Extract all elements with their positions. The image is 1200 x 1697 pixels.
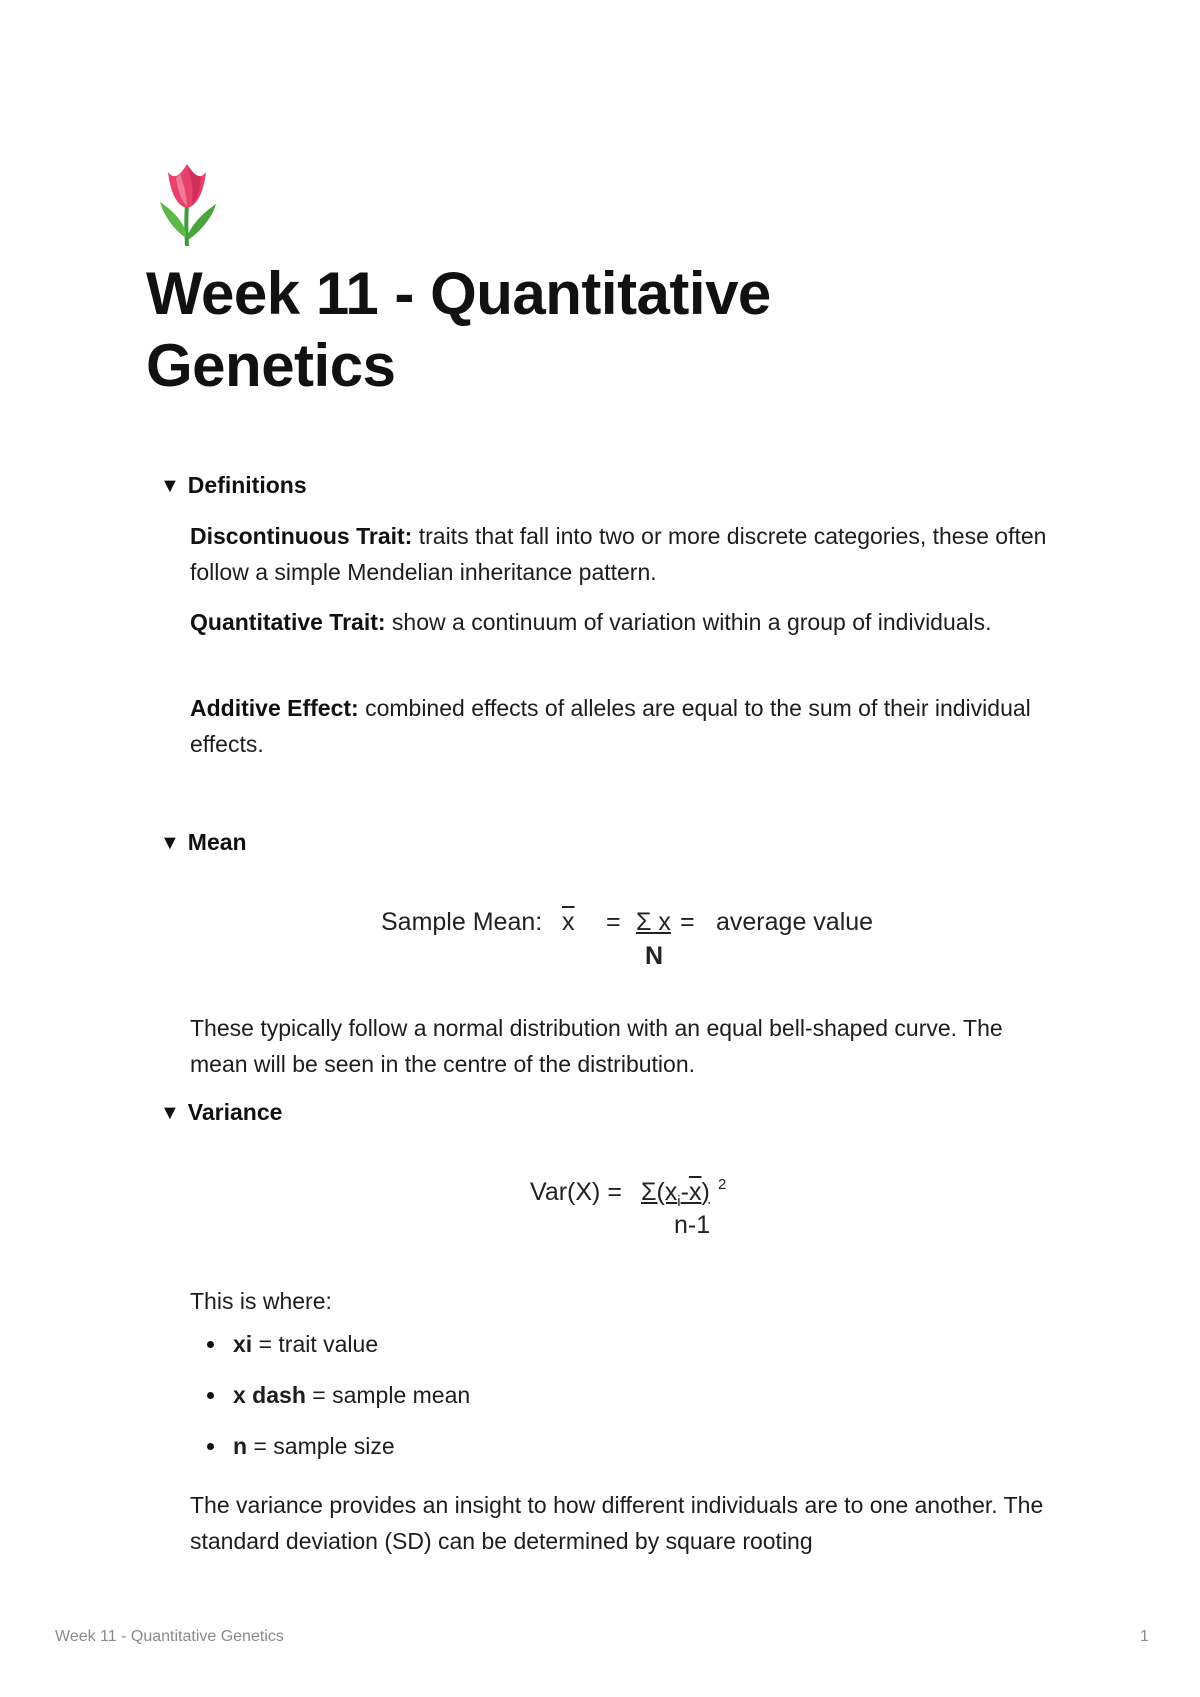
definition-quantitative bbox=[190, 604, 1050, 640]
definition-additive bbox=[190, 690, 1050, 762]
variance-definitions-list bbox=[205, 1328, 1005, 1481]
definition-text: show a continuum of variation within a group of individuals. bbox=[385, 609, 992, 635]
triangle-down-icon: ▼ bbox=[160, 831, 180, 854]
definition-term: Additive Effect: bbox=[190, 695, 359, 721]
bullet-icon bbox=[207, 1341, 214, 1348]
toggle-mean[interactable] bbox=[160, 829, 247, 856]
definition-discontinuous bbox=[190, 518, 1050, 590]
formula-xbar: $\overline{x}$ bbox=[562, 908, 575, 936]
mean-heading: Mean bbox=[187, 829, 247, 855]
bullet-icon bbox=[207, 1443, 214, 1450]
footer-title: Week 11 - Quantitative Genetics bbox=[55, 1628, 284, 1645]
variance-numerator: $\Sigma(x_i-x)$ bbox=[641, 1178, 710, 1210]
page-number: 1 bbox=[1140, 1628, 1149, 1645]
formula-result: average value bbox=[716, 908, 874, 936]
list-item: n = sample size bbox=[205, 1430, 1005, 1481]
formula-denominator: N bbox=[645, 942, 664, 970]
list-item: xi = trait value bbox=[205, 1328, 1005, 1379]
list-item: x dash = sample mean bbox=[205, 1379, 1005, 1430]
definition-term: Quantitative Trait: bbox=[190, 609, 386, 635]
formula-equals: = bbox=[606, 908, 621, 936]
definition-text: combined effects of alleles are equal to the sum of their individual effects. bbox=[190, 695, 1031, 757]
tulip-icon bbox=[150, 158, 224, 248]
page-title: Week 11 - Quantitative Genetics bbox=[146, 260, 771, 399]
variance-paragraph: The variance provides an insight to how different individuals are to one another. The standard deviation (SD) can be determined by square rooting bbox=[190, 1492, 1044, 1554]
definitions-heading: Definitions bbox=[187, 472, 307, 498]
mean-paragraph: These typically follow a normal distribution with an equal bell-shaped curve. The mean will be seen in the centre of the distribution. bbox=[190, 1015, 1003, 1077]
formula-numerator: Σ x bbox=[636, 908, 671, 936]
variance-exponent: 2 bbox=[718, 1176, 727, 1193]
bullet-icon bbox=[207, 1392, 214, 1399]
triangle-down-icon: ▼ bbox=[160, 1101, 180, 1124]
formula-label: Sample Mean: bbox=[381, 908, 543, 936]
variance-lhs: Var(X) = bbox=[530, 1178, 622, 1206]
variance-heading: Variance bbox=[187, 1099, 283, 1125]
triangle-down-icon: ▼ bbox=[160, 474, 180, 497]
definition-term: Discontinuous Trait: bbox=[190, 523, 413, 549]
variance-denominator: n-1 bbox=[674, 1211, 711, 1239]
formula-equals: = bbox=[680, 908, 695, 936]
variance-intro: This is where: bbox=[190, 1288, 332, 1314]
definition-text: traits that fall into two or more discrete categories, these often follow a simple Mendelian inheritance pattern. bbox=[190, 523, 1047, 585]
toggle-variance[interactable] bbox=[160, 1099, 282, 1126]
toggle-definitions[interactable] bbox=[160, 472, 307, 499]
